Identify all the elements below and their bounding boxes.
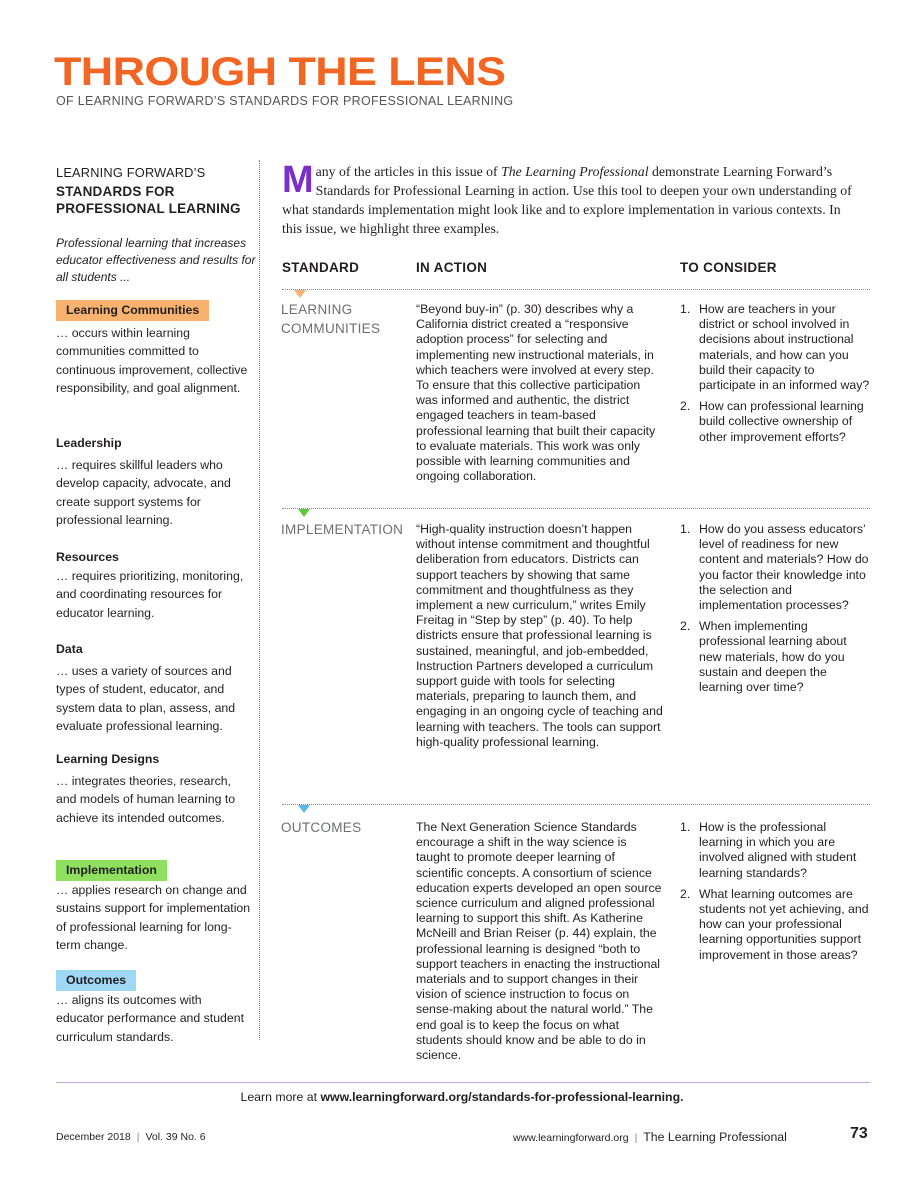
- standard-description: … requires skillful leaders who develop capacity, advocate, and create support systems for professional learning.: [56, 457, 231, 527]
- question-number: 2.: [680, 619, 691, 634]
- intro-text-after: demonstrate Learning Forward’s Standards for Professional Learning in action. Use this tool to deepen your own understanding of what standards implementation might look like and to explore implementation in various contexts. In this issue, we highlight three examples.: [282, 164, 852, 236]
- standard-implementation: [56, 860, 252, 955]
- standard-learning-communities: [56, 300, 252, 398]
- question-item: [680, 522, 870, 613]
- footer-publication-info: www.learningforward.org | The Learning Professional: [513, 1130, 787, 1144]
- footer-volume: Vol. 39 No. 6: [145, 1131, 206, 1143]
- footer-website[interactable]: www.learningforward.org: [513, 1132, 629, 1144]
- standard-leadership: [56, 434, 252, 530]
- row-in-action-text: “High-quality instruction doesn’t happen without intense commitment and thoughtful deliberation from educators. Districts can support teachers by showing that same commitment and thoughtfulness as they implement a new curriculum,” writes Emily Freitag in “Step by step” (p. 40). To help districts ensure that professional learning is sustained, meaningful, and job-embedded, Instruction Partners developed a curriculum support guide with tools for selecting materials, preparing to launch them, and engaging in an ongoing cycle of teaching and learning with teachers. The tools can support high-quality professional learning.: [416, 522, 663, 749]
- standard-description: … integrates theories, research, and models of human learning to achieve its intended outcomes.: [56, 773, 236, 825]
- standard-name-tag: Outcomes: [56, 970, 136, 991]
- standard-name: Data: [56, 642, 83, 656]
- intro-text-before: any of the articles in this issue of: [315, 164, 502, 179]
- standard-label-line2: COMMUNITIES: [281, 321, 381, 336]
- row-divider: [282, 804, 870, 805]
- row-questions-list: [680, 522, 870, 701]
- blue-triangle-icon: [298, 805, 310, 813]
- standard-description: … occurs within learning communities committed to continuous improvement, collective responsibility, and goal alignment.: [56, 325, 248, 395]
- row-questions-list: [680, 820, 870, 969]
- question-text: What learning outcomes are students not yet achieving, and how can your professional learning opportunities support improvement in those areas?: [699, 886, 869, 962]
- question-number: 2.: [680, 399, 691, 414]
- standard-name-tag: Implementation: [56, 860, 167, 881]
- standard-learning-designs: [56, 750, 252, 827]
- sidebar-heading-line2: STANDARDS FOR: [56, 183, 175, 199]
- learn-more-prefix: Learn more at: [240, 1090, 321, 1104]
- question-number: 1.: [680, 522, 691, 536]
- question-number: 2.: [680, 886, 691, 901]
- question-item: [680, 399, 870, 445]
- row-in-action-text: “Beyond buy-in” (p. 30) describes why a California district created a “responsive adoption process” for selecting and implementing new instructional materials, in which teachers were involved at every step. To ensure that this collective participation was informed and authentic, the district engaged teachers in team-based professional learning that built their capacity to evaluate materials. This work was only possible with learning communities and ongoing collaboration.: [416, 302, 656, 484]
- standard-resources: [56, 548, 252, 622]
- question-text: How are teachers in your district or school involved in decisions about instructional materials, and how can you build their capacity to participate in an informed way?: [699, 302, 870, 393]
- question-item: [680, 302, 870, 393]
- column-header-in-action: IN ACTION: [416, 260, 488, 275]
- question-number: 1.: [680, 302, 691, 316]
- standard-name: Leadership: [56, 436, 122, 450]
- standard-label-line1: OUTCOMES: [281, 820, 362, 835]
- standards-sidebar: [56, 164, 256, 1044]
- question-item: [680, 887, 870, 963]
- row-divider: [282, 289, 870, 290]
- standard-description: … aligns its outcomes with educator performance and student curriculum standards.: [56, 992, 244, 1044]
- standard-description: … applies research on change and sustains support for implementation of professional learning for long-term change.: [56, 882, 251, 952]
- row-standard-outcomes: [281, 818, 361, 837]
- drop-cap: M: [282, 159, 314, 201]
- standard-description: … requires prioritizing, monitoring, and coordinating resources for educator learning.: [56, 568, 244, 620]
- page-number: 73: [850, 1125, 868, 1142]
- intro-paragraph: [282, 159, 862, 238]
- standard-description: … uses a variety of sources and types of student, educator, and system data to plan, assess, and evaluate professional learning.: [56, 663, 236, 733]
- column-header-to-consider: TO CONSIDER: [680, 260, 777, 275]
- orange-triangle-icon: [294, 290, 306, 298]
- question-item: [680, 619, 870, 695]
- row-divider: [282, 508, 870, 509]
- standard-label-line1: LEARNING: [281, 302, 353, 317]
- standard-label-line1: IMPLEMENTATION: [281, 522, 404, 537]
- question-text: How is the professional learning in which you are involved aligned with student learning standards?: [699, 820, 857, 880]
- publication-name: The Learning Professional: [501, 164, 649, 179]
- row-in-action-text: The Next Generation Science Standards encourage a shift in the way science is taught to promote deeper learning of scientific concepts. A consortium of science education experts developed an open source science curriculum and aligned professional learning to support this shift. As Katherine McNeill and Brian Reiser (p. 44) explain, the professional learning is designed “both to support teachers in enacting the instructional materials and to support changes in their vision of science instruction to focus on sense-making about the natural world.” The end goal is to keep the focus on what students should know and be able to do in science.: [416, 820, 662, 1063]
- standard-outcomes: [56, 970, 252, 1046]
- standard-name-tag: Learning Communities: [56, 300, 209, 321]
- standard-name: Learning Designs: [56, 752, 160, 766]
- page-subtitle: OF LEARNING FORWARD’S STANDARDS FOR PROFESSIONAL LEARNING: [56, 94, 514, 108]
- bottom-rule: [56, 1082, 870, 1083]
- page-title: THROUGH THE LENS: [54, 50, 506, 94]
- sidebar-heading-line1: LEARNING FORWARD’S: [56, 165, 206, 180]
- standards-link[interactable]: www.learningforward.org/standards-for-professional-learning.: [320, 1090, 684, 1104]
- footer-issue-info: December 2018 | Vol. 39 No. 6: [56, 1131, 206, 1143]
- sidebar-heading-line3: PROFESSIONAL LEARNING: [56, 200, 241, 216]
- standard-name: Resources: [56, 550, 119, 564]
- question-text: How do you assess educators’ level of readiness for new content and materials? How do you factor their knowledge into the selection and implementation processes?: [699, 522, 869, 613]
- footer-date: December 2018: [56, 1131, 131, 1143]
- column-header-standard: STANDARD: [282, 260, 360, 275]
- question-number: 1.: [680, 820, 691, 834]
- question-text: How can professional learning build collective ownership of other improvement efforts?: [699, 399, 864, 444]
- row-standard-implementation: [281, 520, 403, 539]
- green-triangle-icon: [298, 509, 310, 517]
- learn-more-line: [0, 1090, 924, 1104]
- standard-data: [56, 640, 252, 736]
- sidebar-intro: Professional learning that increases educator effectiveness and results for all students ...: [56, 235, 256, 284]
- question-text: When implementing professional learning about new materials, how do you sustain and deepen the learning over time?: [699, 619, 847, 695]
- row-questions-list: [680, 302, 870, 451]
- column-divider: [259, 160, 260, 1040]
- row-standard-learning-communities: [281, 300, 380, 338]
- question-item: [680, 820, 870, 881]
- footer-magazine: The Learning Professional: [643, 1130, 787, 1144]
